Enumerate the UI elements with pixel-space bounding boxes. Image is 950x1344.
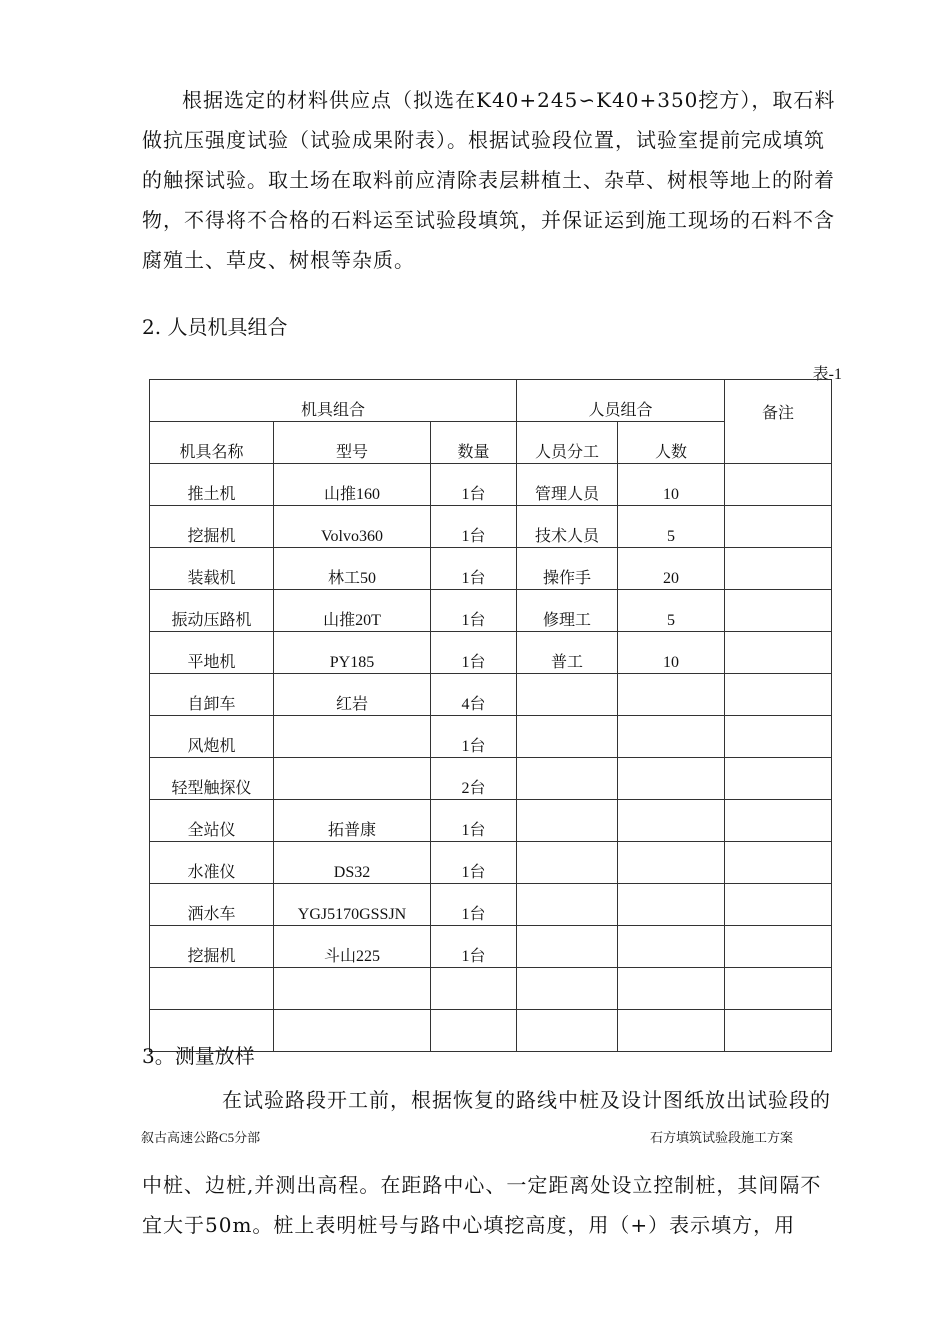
cell-role <box>517 968 618 1010</box>
cell-equipment-name: 全站仪 <box>150 800 274 842</box>
cell-equipment-name: 平地机 <box>150 632 274 674</box>
col-header-model: 型号 <box>274 422 431 464</box>
table-row <box>150 632 832 674</box>
cell-model: 红岩 <box>274 674 431 716</box>
cell-model: 拓普康 <box>274 800 431 842</box>
cell-equipment-name <box>150 968 274 1010</box>
cell-headcount: 5 <box>618 590 725 632</box>
cell-headcount <box>618 926 725 968</box>
table-row <box>150 800 832 842</box>
footer-right-title: 石方填筑试验段施工方案 <box>650 1130 794 1145</box>
cell-headcount <box>618 842 725 884</box>
cell-remarks <box>725 548 832 590</box>
cell-remarks <box>725 842 832 884</box>
table-row <box>150 674 832 716</box>
cell-headcount: 10 <box>618 464 725 506</box>
cell-remarks <box>725 926 832 968</box>
cell-model: 林工50 <box>274 548 431 590</box>
cell-headcount: 5 <box>618 506 725 548</box>
cell-quantity <box>431 968 517 1010</box>
group-header-equipment: 机具组合 <box>150 380 517 422</box>
cell-headcount <box>618 800 725 842</box>
section-heading-survey-layout: 3。测量放样 <box>142 1044 255 1068</box>
table-row <box>150 884 832 926</box>
cell-headcount: 10 <box>618 632 725 674</box>
cell-model: PY185 <box>274 632 431 674</box>
table-row <box>150 464 832 506</box>
cell-model: 山推160 <box>274 464 431 506</box>
cell-remarks <box>725 506 832 548</box>
cell-model: 山推20T <box>274 590 431 632</box>
col-header-role: 人员分工 <box>517 422 618 464</box>
cell-quantity: 1台 <box>431 632 517 674</box>
paragraph-stake-continuation: 中桩、边桩,并测出高程。在距路中心、一定距离处设立控制桩，其间隔不宜大于50m。桩上表明桩号与路中心填挖高度，用（+）表示填方，用 <box>142 1173 822 1237</box>
cell-quantity: 4台 <box>431 674 517 716</box>
cell-equipment-name: 轻型触探仪 <box>150 758 274 800</box>
cell-role <box>517 758 618 800</box>
cell-remarks <box>725 674 832 716</box>
cell-model: DS32 <box>274 842 431 884</box>
cell-headcount: 20 <box>618 548 725 590</box>
group-header-remarks: 备注 <box>725 380 832 464</box>
section-heading-personnel-equipment: 2. 人员机具组合 <box>142 315 288 339</box>
cell-remarks <box>725 968 832 1010</box>
col-header-equipment-name: 机具名称 <box>150 422 274 464</box>
cell-headcount <box>618 968 725 1010</box>
cell-equipment-name: 装载机 <box>150 548 274 590</box>
table-row <box>150 506 832 548</box>
cell-role: 管理人员 <box>517 464 618 506</box>
cell-quantity: 1台 <box>431 506 517 548</box>
cell-role <box>517 842 618 884</box>
cell-quantity: 1台 <box>431 716 517 758</box>
table-row <box>150 968 832 1010</box>
cell-equipment-name: 自卸车 <box>150 674 274 716</box>
cell-role <box>517 716 618 758</box>
cell-headcount <box>618 884 725 926</box>
footer-left-project: 叙古高速公路C5分部 <box>141 1130 261 1145</box>
cell-model <box>274 1010 431 1052</box>
cell-role: 操作手 <box>517 548 618 590</box>
cell-quantity: 1台 <box>431 800 517 842</box>
table-row <box>150 716 832 758</box>
paragraph-material-supply: 根据选定的材料供应点（拟选在K40+245∽K40+350挖方），取石料做抗压强度试验（试验成果附表）。根据试验段位置，试验室提前完成填筑的触探试验。取土场在取料前应清除表层耕植土、杂草、树根等地上的附着物，不得将不合格的石料运至试验段填筑，并保证运到施工现场的石料不含腐殖土、草皮、树根等杂质。 <box>142 88 836 272</box>
cell-equipment-name: 振动压路机 <box>150 590 274 632</box>
table-row <box>150 842 832 884</box>
cell-model: YGJ5170GSSJN <box>274 884 431 926</box>
cell-headcount <box>618 1010 725 1052</box>
cell-remarks <box>725 758 832 800</box>
cell-equipment-name: 挖掘机 <box>150 506 274 548</box>
cell-remarks <box>725 632 832 674</box>
cell-equipment-name: 风炮机 <box>150 716 274 758</box>
table-row <box>150 590 832 632</box>
cell-quantity: 1台 <box>431 884 517 926</box>
cell-quantity: 1台 <box>431 590 517 632</box>
cell-remarks <box>725 1010 832 1052</box>
cell-role <box>517 674 618 716</box>
cell-model <box>274 968 431 1010</box>
cell-role <box>517 884 618 926</box>
cell-role <box>517 800 618 842</box>
cell-model: Volvo360 <box>274 506 431 548</box>
col-header-quantity: 数量 <box>431 422 517 464</box>
cell-role: 技术人员 <box>517 506 618 548</box>
cell-equipment-name: 挖掘机 <box>150 926 274 968</box>
col-header-headcount: 人数 <box>618 422 725 464</box>
cell-remarks <box>725 590 832 632</box>
cell-remarks <box>725 464 832 506</box>
cell-headcount <box>618 758 725 800</box>
cell-role: 修理工 <box>517 590 618 632</box>
cell-quantity: 1台 <box>431 842 517 884</box>
cell-model: 斗山225 <box>274 926 431 968</box>
table-group-header-row <box>150 380 832 422</box>
cell-equipment-name: 水准仪 <box>150 842 274 884</box>
cell-model <box>274 758 431 800</box>
cell-role: 普工 <box>517 632 618 674</box>
cell-role <box>517 926 618 968</box>
group-header-personnel: 人员组合 <box>517 380 725 422</box>
cell-quantity: 2台 <box>431 758 517 800</box>
cell-role <box>517 1010 618 1052</box>
equipment-personnel-table <box>149 379 832 1052</box>
cell-equipment-name: 洒水车 <box>150 884 274 926</box>
cell-remarks <box>725 800 832 842</box>
cell-quantity: 1台 <box>431 548 517 590</box>
paragraph-survey-layout: 在试验路段开工前，根据恢复的路线中桩及设计图纸放出试验段的 <box>222 1088 831 1112</box>
table-row <box>150 758 832 800</box>
cell-model <box>274 716 431 758</box>
cell-headcount <box>618 716 725 758</box>
cell-quantity: 1台 <box>431 926 517 968</box>
cell-headcount <box>618 674 725 716</box>
cell-equipment-name: 推土机 <box>150 464 274 506</box>
table-row <box>150 926 832 968</box>
table-caption: 表-1 <box>812 366 842 383</box>
cell-remarks <box>725 716 832 758</box>
table-row <box>150 548 832 590</box>
cell-remarks <box>725 884 832 926</box>
cell-quantity <box>431 1010 517 1052</box>
cell-quantity: 1台 <box>431 464 517 506</box>
